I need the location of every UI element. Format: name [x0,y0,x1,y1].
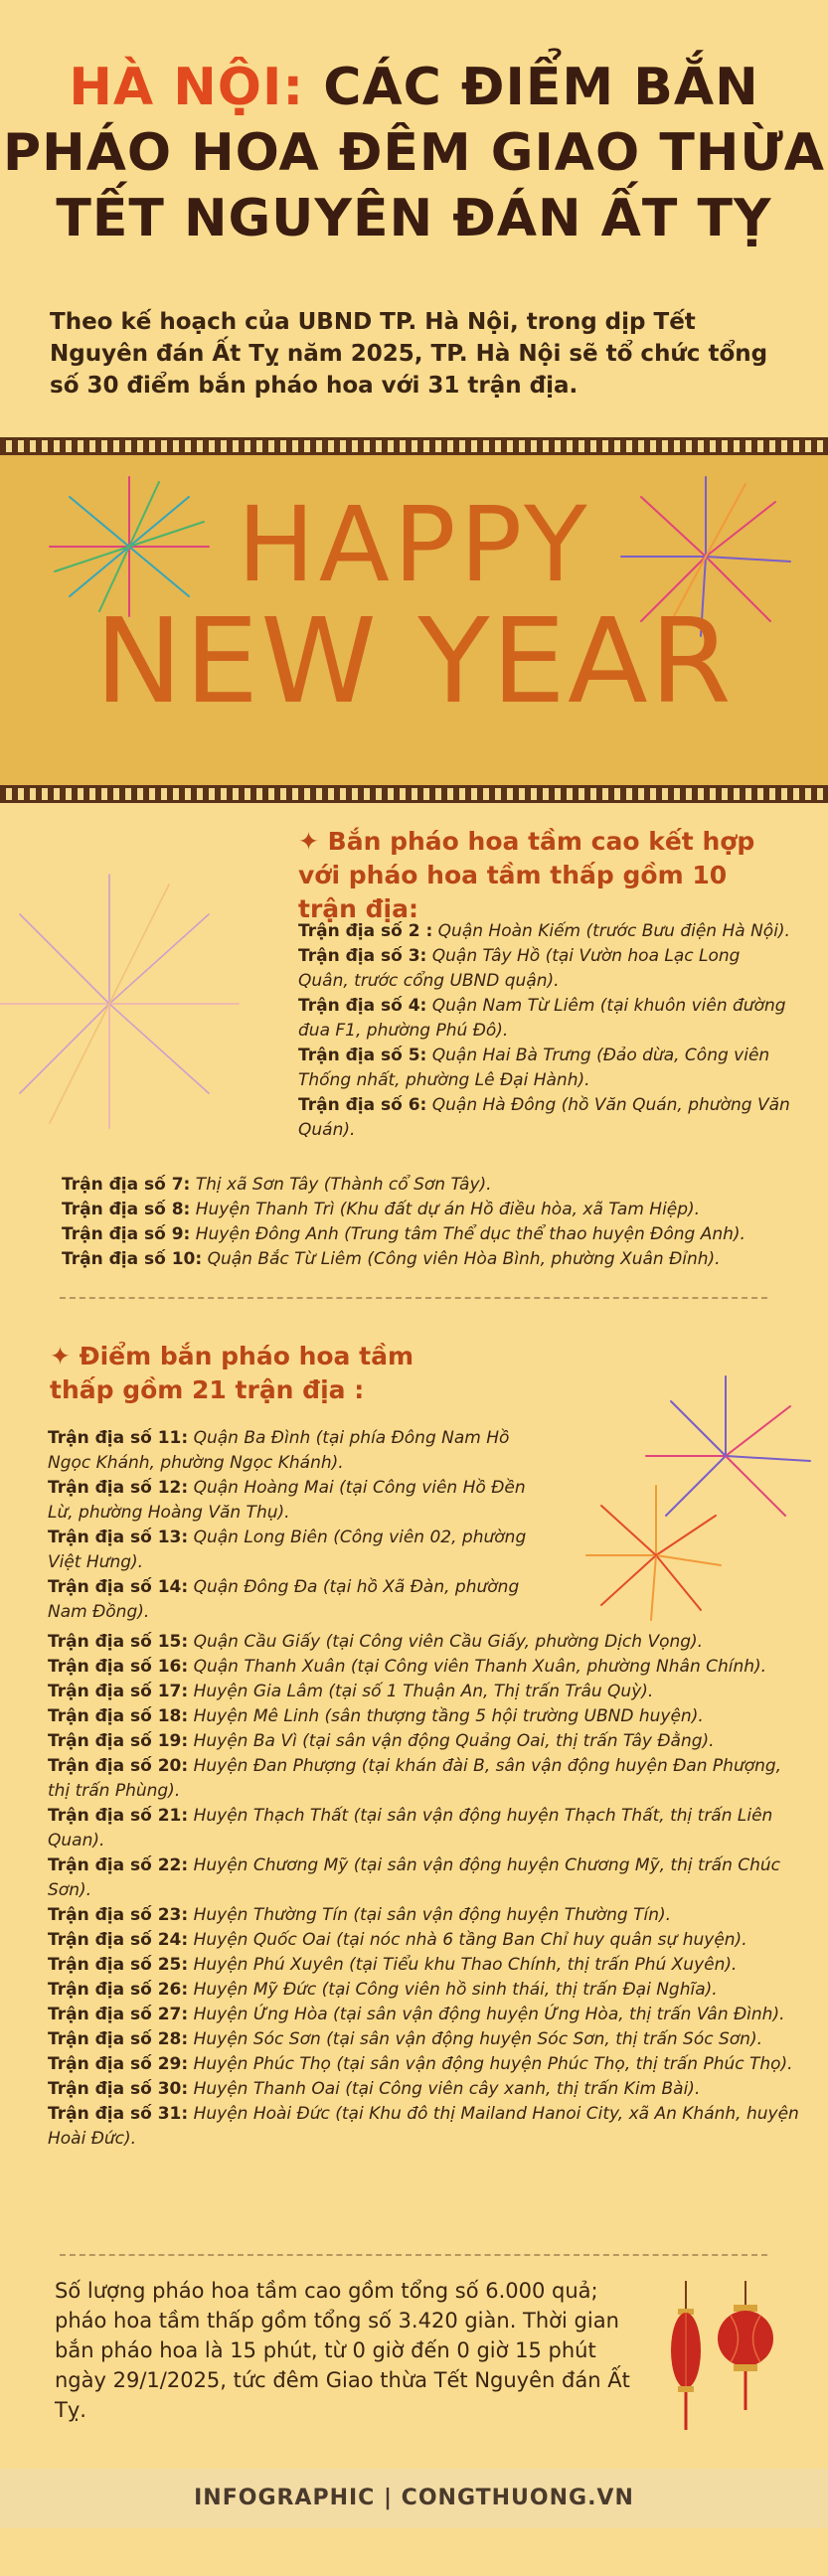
list-item: Trận địa số 6: Quận Hà Đông (hồ Văn Quán, phường Văn Quán). [298,1095,790,1140]
list-item: Trận địa số 31: Huyện Hoài Đức (tại Khu đô thị Mailand Hanoi City, xã An Khánh, huyện Hoài Đức). [48,2104,799,2149]
title-highlight: HÀ NỘI: [69,58,305,117]
intro-text: Theo kế hoạch của UBND TP. Hà Nội, trong dịp Tết Nguyên đán Ất Tỵ năm 2025, TP. Hà Nội sẽ tổ chức tổng số 30 điểm bắn pháo hoa với 31 trận địa. [50,309,768,399]
list-item: Trận địa số 7: Thị xã Sơn Tây (Thành cổ Sơn Tây). [62,1175,492,1195]
list-item: Trận địa số 8: Huyện Thanh Trì (Khu đất dự án Hồ điều hòa, xã Tam Hiệp). [62,1200,701,1219]
ornament-border-bottom [0,785,828,803]
firework-icon [0,855,258,1133]
page-title [0,55,828,251]
list-item: Trận địa số 10: Quận Bắc Từ Liêm (Công viên Hòa Bình, phường Xuân Đỉnh). [62,1249,721,1269]
list-item: Trận địa số 21: Huyện Thạch Thất (tại sân vận động huyện Thạch Thất, thị trấn Liên Quan). [48,1806,773,1851]
lantern-icon [661,2281,780,2455]
list-item: Trận địa số 28: Huyện Sóc Sơn (tại sân vận động huyện Sóc Sơn, thị trấn Sóc Sơn). [48,2029,762,2049]
list-item: Trận địa số 27: Huyện Ứng Hòa (tại sân vận động huyện Ứng Hòa, thị trấn Vân Đình). [48,2005,785,2024]
list-item: Trận địa số 9: Huyện Đông Anh (Trung tâm Thể dục thể thao huyện Đông Anh). [62,1224,745,1244]
list-item: Trận địa số 5: Quận Hai Bà Trưng (Đảo dừa, Công viên Thống nhất, phường Lê Đại Hành). [298,1046,770,1090]
list-item: Trận địa số 17: Huyện Gia Lâm (tại số 1 Thuận An, Thị trấn Trâu Quỳ). [48,1682,654,1701]
divider [60,2254,767,2256]
firework-icon [577,1367,815,1625]
list-item: Trận địa số 11: Quận Ba Đình (tại phía Đông Nam Hồ Ngọc Khánh, phường Ngọc Khánh). [48,1428,510,1473]
section1-list [298,919,795,1143]
banner-happy: HAPPY [237,484,591,605]
section2-heading: ✦ Điểm bắn pháo hoa tầm thấp gồm 21 trận địa : [50,1342,414,1404]
list-item: Trận địa số 15: Quận Cầu Giấy (tại Công viên Cầu Giấy, phường Dịch Vọng). [48,1632,704,1652]
ornament-border-top [0,437,828,455]
divider [60,1297,767,1299]
list-item: Trận địa số 30: Huyện Thanh Oai (tại Công viên cây xanh, thị trấn Kim Bài). [48,2079,701,2099]
summary-text: Số lượng pháo hoa tầm cao gồm tổng số 6.000 quả; pháo hoa tầm thấp gồm tổng số 3.420 giàn. Thời gian bắn pháo hoa là 15 phút, từ 0 giờ đến 0 giờ 15 phút ngày 29/1/2025, tức đêm Giao thừa Tết Nguyên đán Ất Tỵ. [55,2279,630,2422]
title-line3: TẾT NGUYÊN ĐÁN ẤT TỴ [56,189,772,248]
list-item: Trận địa số 18: Huyện Mê Linh (sân thượng tầng 5 hội trường UBND huyện). [48,1706,704,1726]
list-item: Trận địa số 4: Quận Nam Từ Liêm (tại khuôn viên đường đua F1, phường Phú Đô). [298,996,786,1041]
list-item: Trận địa số 20: Huyện Đan Phượng (tại khán đài B, sân vận động huyện Đan Phượng, thị trấn Phùng). [48,1756,782,1801]
list-item: Trận địa số 14: Quận Đông Đa (tại hồ Xã Đàn, phường Nam Đồng). [48,1577,520,1622]
list-item: Trận địa số 29: Huyện Phúc Thọ (tại sân vận động huyện Phúc Thọ, thị trấn Phúc Thọ). [48,2054,793,2074]
list-item: Trận địa số 24: Huyện Quốc Oai (tại nóc nhà 6 tầng Ban Chỉ huy quân sự huyện). [48,1930,747,1950]
title-line2: PHÁO HOA ĐÊM GIAO THỪA [2,123,826,183]
section2-list-narrow [48,1426,545,1625]
list-item: Trận địa số 26: Huyện Mỹ Đức (tại Công viên hồ sinh thái, thị trấn Đại Nghĩa). [48,1980,718,2000]
section1-heading: ✦ Bắn pháo hoa tầm cao kết hợp với pháo hoa tầm thấp gồm 10 trận địa: [298,827,755,923]
list-item: Trận địa số 2 : Quận Hoàn Kiếm (trước Bưu điện Hà Nội). [298,921,790,941]
title-line1: CÁC ĐIỂM BẮN [323,58,759,117]
section2-list [48,1630,803,2152]
banner-new-year: NEW YEAR [94,592,734,729]
list-item: Trận địa số 13: Quận Long Biên (Công viên 02, phường Việt Hưng). [48,1528,527,1572]
list-item: Trận địa số 23: Huyện Thường Tín (tại sân vận động huyện Thường Tín). [48,1905,671,1925]
list-item: Trận địa số 22: Huyện Chương Mỹ (tại sân vận động huyện Chương Mỹ, thị trấn Chúc Sơn). [48,1855,781,1900]
section1-list-wide [62,1173,797,1272]
footer-credit: INFOGRAPHIC | CONGTHUONG.VN [0,2469,828,2528]
list-item: Trận địa số 19: Huyện Ba Vì (tại sân vận động Quảng Oai, thị trấn Tây Đằng). [48,1731,715,1751]
list-item: Trận địa số 25: Huyện Phú Xuyên (tại Tiểu khu Thao Chính, thị trấn Phú Xuyên). [48,1955,738,1975]
list-item: Trận địa số 12: Quận Hoàng Mai (tại Công viên Hồ Đền Lừ, phường Hoàng Văn Thụ). [48,1478,526,1523]
list-item: Trận địa số 3: Quận Tây Hồ (tại Vườn hoa Lạc Long Quân, trước cổng UBND quận). [298,946,741,991]
list-item: Trận địa số 16: Quận Thanh Xuân (tại Công viên Thanh Xuân, phường Nhân Chính). [48,1657,767,1677]
